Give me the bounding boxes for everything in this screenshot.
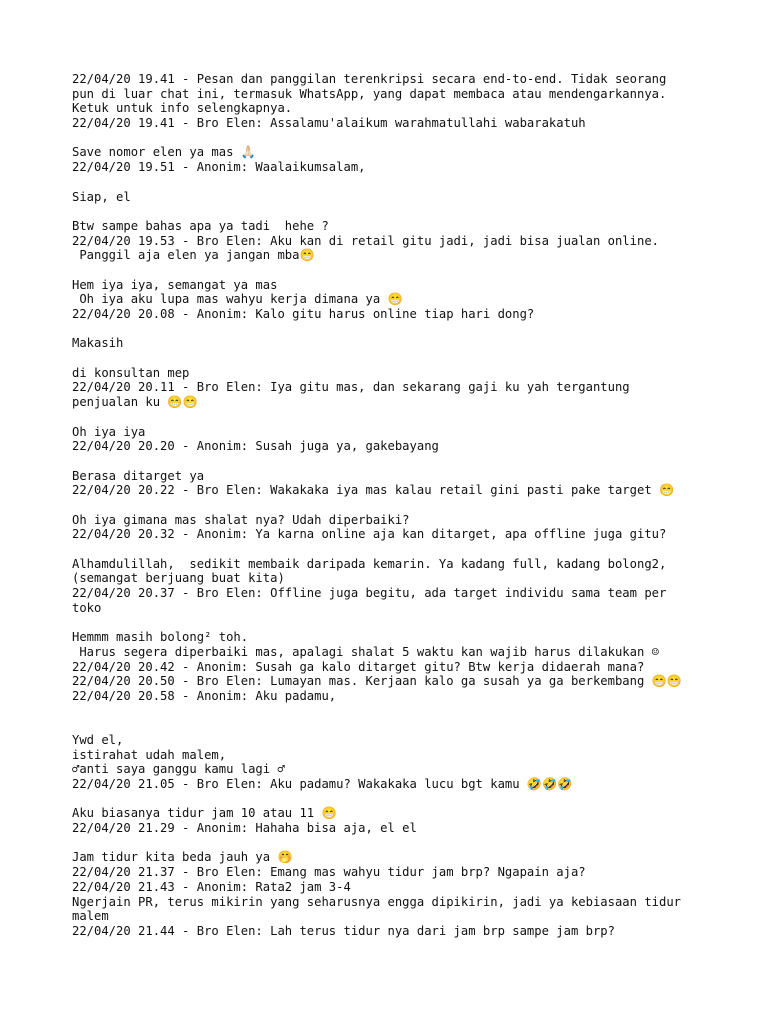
chat-transcript xyxy=(72,72,712,939)
transcript-line xyxy=(72,615,712,630)
transcript-line: Aku biasanya tidur jam 10 atau 11 😁 xyxy=(72,806,337,821)
transcript-line xyxy=(72,131,712,146)
transcript-line: (semangat berjuang buat kita) xyxy=(72,571,285,586)
transcript-line: 22/04/20 19.41 - Pesan dan panggilan terenkripsi secara end-to-end. Tidak seorang xyxy=(72,72,667,86)
transcript-line: 22/04/20 20.32 - Anonim: Ya karna online aja kan ditarget, apa offline juga gitu? xyxy=(72,527,667,542)
transcript-line: Btw sampe bahas apa ya tadi hehe ? xyxy=(72,218,329,233)
transcript-line: 22/04/20 20.37 - Bro Elen: Offline juga begitu, ada target individu sama team per xyxy=(72,586,667,601)
transcript-line xyxy=(72,175,712,190)
transcript-line: Hem iya iya, semangat ya mas xyxy=(72,277,278,292)
transcript-line: Ketuk untuk info selengkapnya. xyxy=(72,101,293,116)
transcript-line: 22/04/20 21.43 - Anonim: Rata2 jam 3-4 xyxy=(72,879,351,894)
transcript-line xyxy=(72,351,712,366)
transcript-line: 22/04/20 20.20 - Anonim: Susah juga ya, gakebayang xyxy=(72,439,439,454)
transcript-line: Oh iya iya xyxy=(72,424,146,439)
transcript-line: 22/04/20 19.41 - Bro Elen: Assalamu'alaikum warahmatullahi wabarakatuh xyxy=(72,116,586,131)
transcript-line: toko xyxy=(72,600,102,615)
transcript-line: 22/04/20 20.42 - Anonim: Susah ga kalo ditarget gitu? Btw kerja didaerah mana? xyxy=(72,659,645,674)
transcript-line: penjualan ku 😁😁 xyxy=(72,395,198,410)
transcript-line xyxy=(72,322,712,337)
transcript-line: Siap, el xyxy=(72,189,131,204)
transcript-line: Harus segera diperbaiki mas, apalagi shalat 5 waktu kan wajib harus dilakukan ☺ xyxy=(72,644,659,659)
transcript-line: 22/04/20 20.11 - Bro Elen: Iya gitu mas, dan sekarang gaji ku yah tergantung xyxy=(72,380,630,395)
transcript-line: malem xyxy=(72,909,109,924)
transcript-line: di konsultan mep xyxy=(72,365,190,380)
transcript-line xyxy=(72,542,712,557)
transcript-line: 22/04/20 21.05 - Bro Elen: Aku padamu? Wakakaka lucu bgt kamu 🤣🤣🤣 xyxy=(72,777,573,791)
transcript-line: Save nomor elen ya mas 🙏🏻 xyxy=(72,145,256,160)
transcript-line: Hemmm masih bolong² toh. xyxy=(72,630,249,645)
transcript-line xyxy=(72,718,712,733)
transcript-line: Alhamdulillah, sedikit membaik daripada kemarin. Ya kadang full, kadang bolong2, xyxy=(72,556,667,571)
transcript-line: ♂anti saya ganggu kamu lagi ♂ xyxy=(72,762,285,777)
transcript-line: Ngerjain PR, terus mikirin yang seharusnya engga dipikirin, jadi ya kebiasaan tidur xyxy=(72,894,682,909)
transcript-line: istirahat udah malem, xyxy=(72,747,227,762)
transcript-line: 22/04/20 19.51 - Anonim: Waalaikumsalam, xyxy=(72,160,366,175)
transcript-line xyxy=(72,704,712,719)
transcript-line: 22/04/20 21.29 - Anonim: Hahaha bisa aja, el el xyxy=(72,821,417,836)
transcript-line: Berasa ditarget ya xyxy=(72,468,205,483)
transcript-line: pun di luar chat ini, termasuk WhatsApp, yang dapat membaca atau mendengarkannya. xyxy=(72,86,667,101)
transcript-line: Ywd el, xyxy=(72,732,124,747)
transcript-line: 22/04/20 21.44 - Bro Elen: Lah terus tidur nya dari jam brp sampe jam brp? xyxy=(72,923,615,938)
transcript-line: 22/04/20 20.22 - Bro Elen: Wakakaka iya mas kalau retail gini pasti pake target 😁 xyxy=(72,483,675,498)
transcript-line: Jam tidur kita beda jauh ya 🤭 xyxy=(72,850,293,865)
transcript-line xyxy=(72,836,712,851)
transcript-line: Oh iya gimana mas shalat nya? Udah diperbaiki? xyxy=(72,512,410,527)
transcript-line xyxy=(72,204,712,219)
transcript-line: Makasih xyxy=(72,336,124,351)
transcript-line xyxy=(72,792,712,807)
transcript-line xyxy=(72,454,712,469)
transcript-line: Panggil aja elen ya jangan mba😁 xyxy=(72,248,315,263)
transcript-line: Oh iya aku lupa mas wahyu kerja dimana ya 😁 xyxy=(72,292,403,307)
transcript-line: 22/04/20 19.53 - Bro Elen: Aku kan di retail gitu jadi, jadi bisa jualan online. xyxy=(72,233,659,248)
transcript-line: 22/04/20 20.50 - Bro Elen: Lumayan mas. Kerjaan kalo ga susah ya ga berkembang 😁😁 xyxy=(72,674,683,689)
transcript-line: 22/04/20 20.58 - Anonim: Aku padamu, xyxy=(72,688,337,703)
transcript-line xyxy=(72,263,712,278)
transcript-line: 22/04/20 20.08 - Anonim: Kalo gitu harus online tiap hari dong? xyxy=(72,307,535,321)
transcript-line: 22/04/20 21.37 - Bro Elen: Emang mas wahyu tidur jam brp? Ngapain aja? xyxy=(72,865,586,880)
transcript-line xyxy=(72,498,712,513)
transcript-line xyxy=(72,410,712,425)
